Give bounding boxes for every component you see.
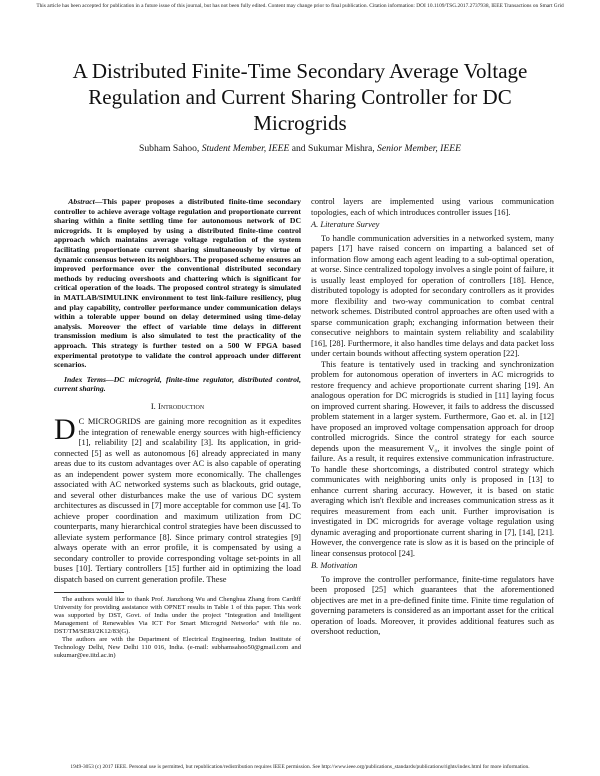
right-column xyxy=(311,196,554,637)
intro-text: C MICROGRIDS are gaining more recognition as it expedites the integration of renewable energy sources with high-efficiency [1], reliability [2] and scalability [3]. Its application, in grid-connected [5] as well as autonomous [6] already appreciated in many areas due to its custom advantages over AC is also capable of operating as an independent power system more economically. The challenges associated with AC networked systems such as blackouts, grid outage, and several other disturbances make the use of various DC system architectures as discussed in [7] more acceptable for common use [4]. To achieve proper coordination and maximum utilization from DC counterparts, many hierarchical control strategies have been discussed to alleviate system performance [8]. Since primary control strategies [9] always operate with an error profile, it is compensated by using a secondary controller to provide corresponding voltage set-points in all buses [10]. Tertiary controllers [15] further aid in optimizing the load dispatch based on current generation profile. These xyxy=(54,416,301,584)
header-note: This article has been accepted for publication in a future issue of this journal, but has not been fully edited. Content may change prior to final publication. Citation information: DOI 10.1109/TSG.2017.2737938, IEEE Transactions on Smart Grid xyxy=(36,3,564,9)
index-terms: Index Terms—DC microgrid, finite-time regulator, distributed control, current sharing. xyxy=(54,374,301,394)
author-1: Subham Sahoo, xyxy=(139,143,200,154)
author-1-role: Student Member, IEEE xyxy=(201,143,290,154)
section-heading-introduction: I. Introduction xyxy=(150,400,205,411)
author-2-role: Senior Member, IEEE xyxy=(377,143,461,154)
left-column xyxy=(54,197,301,660)
footnote-rule xyxy=(54,592,124,593)
copyright-footer: 1949-3053 (c) 2017 IEEE. Personal use is permitted, but republication/redistribution requires IEEE permission. See http://www.ieee.org/publications_standards/publications/rights/index.html for more information. xyxy=(70,764,530,770)
footnote-acknowledgement: The authors would like to thank Prof. Jianzhong Wu and Chenghua Zhang from Cardiff University for providing assistance with OPNET results in Table 1 of this paper. This work was supported by DST, Govt. of India under the project "Integration and Intelligent Management of Renewables Via ICT For Smart Microgrid Networks" with file no. DST/TM/SERI/2K12/83(G). xyxy=(54,596,301,636)
paragraph-motivation: To improve the controller performance, finite-time regulators have been proposed [25] which guarantees that the aforementioned objectives are met in a pre-defined finite time. Finite time regulation of governing parameters is considered as an important asset for the critical operation of loads. Moreover, it provides additional features such as overshoot reduction, xyxy=(311,573,554,636)
author-connector: and Sukumar Mishra, xyxy=(291,143,375,154)
subsection-heading-literature-survey: A. Literature Survey xyxy=(311,219,380,229)
abstract-text: —This paper proposes a distributed finite-time secondary controller to achieve average voltage regulation and proportionate current sharing within a finite settling time for autonomous network of DC microgrids. It is employed by using a distributed finite-time control approach which maintains average voltage regulation of the system facilitating proportionate current sharing simultaneously by virtue of dynamic consensus between its neighbors. The proposed scheme ensures an improved performance over the conventional distributed secondary methods by reducing overshoots and chattering which is significant for critical operation of the loads. The proposed control strategy is simulated in MATLAB/SIMULINK environment to test link-failure resiliency, plug and play capability, controller performance under communication delays within a tolerable upper bound on delay determined using time-delay analysis. Moreover the effect of variable time delays in different transmission medium is also simulated to test the practicality of the approach. This strategy is further tested on a 500 W FPGA based experimental prototype to validate the control approach under different scenarios. xyxy=(54,197,301,370)
paragraph-literature-2: This feature is tentatively used in tracking and synchronization problem for autonomous operation of inverters in AC microgrids to restore frequency and achieve proportionate current sharing [19]. An analogous operation for DC microgrids is studied in [11] laying focus on improved current sharing. However, it fails to address the discussed problem statement in a larger system. Furthermore, Gao et. al. in [12] have proposed an improved voltage compensation approach for droop controlled microgrids. Since the control strategy for each source depends upon the measurement V₀, it involves the single point of failure. As a result, it requires extensive communication infrastructure. To handle these shortcomings, a distributed control strategy which communicates with neighboring units only is proposed in [13] to enhance current sharing accuracy. However, it is based on static averaging which isn't flexible and increases communication stress as it requires measurement from each unit. Further improvisation is investigated in DC microgrids for average voltage regulation using dynamic averaging and proportionate current sharing in [7], [14], [21]. However, the convergence rate is slow as it is based on the principle of linear consensus protocol [24]. xyxy=(311,358,554,558)
abstract xyxy=(54,197,301,370)
intro-paragraph xyxy=(54,413,301,584)
paragraph-continued: control layers are implemented using various communication topologies, each of which introduces controller issues [16]. xyxy=(311,196,554,217)
subsection-heading-motivation: B. Motivation xyxy=(311,560,358,570)
abstract-lead: Abstract xyxy=(68,197,95,206)
author-line xyxy=(40,143,560,154)
paper-title: A Distributed Finite-Time Secondary Average Voltage Regulation and Current Sharing Controller for DC Microgrids xyxy=(72,59,528,135)
drop-cap: D xyxy=(54,413,76,447)
paragraph-literature-1: To handle communication adversities in a networked system, many papers [17] have raised concern on imparting a balanced set of information flow among each agent leading to a sub-optimal operation, at worse. Since centralized topology involves a single point of failure, it is usually least employed for operation of controllers [18]. Hence, distributed topology is adopted for secondary controllers as it provides more flexibility and two-way communication to combat central network schemes. Distributed control approaches are often used with a sparse communication graph; exchanging information between their consecutive neighbors to maintain system reliability and scalability [16], [28]. Furthermore, it also handles time delays and data packet loss under certain bounds without affecting system operation [22]. xyxy=(311,232,554,358)
footnote-affiliation: The authors are with the Department of Electrical Engineering, Indian Institute of Technology Delhi, New Delhi 110 016, India. (e-mail: subhamsahoo50@gmail.com and sukumar@ee.iitd.ac.in) xyxy=(54,636,301,660)
